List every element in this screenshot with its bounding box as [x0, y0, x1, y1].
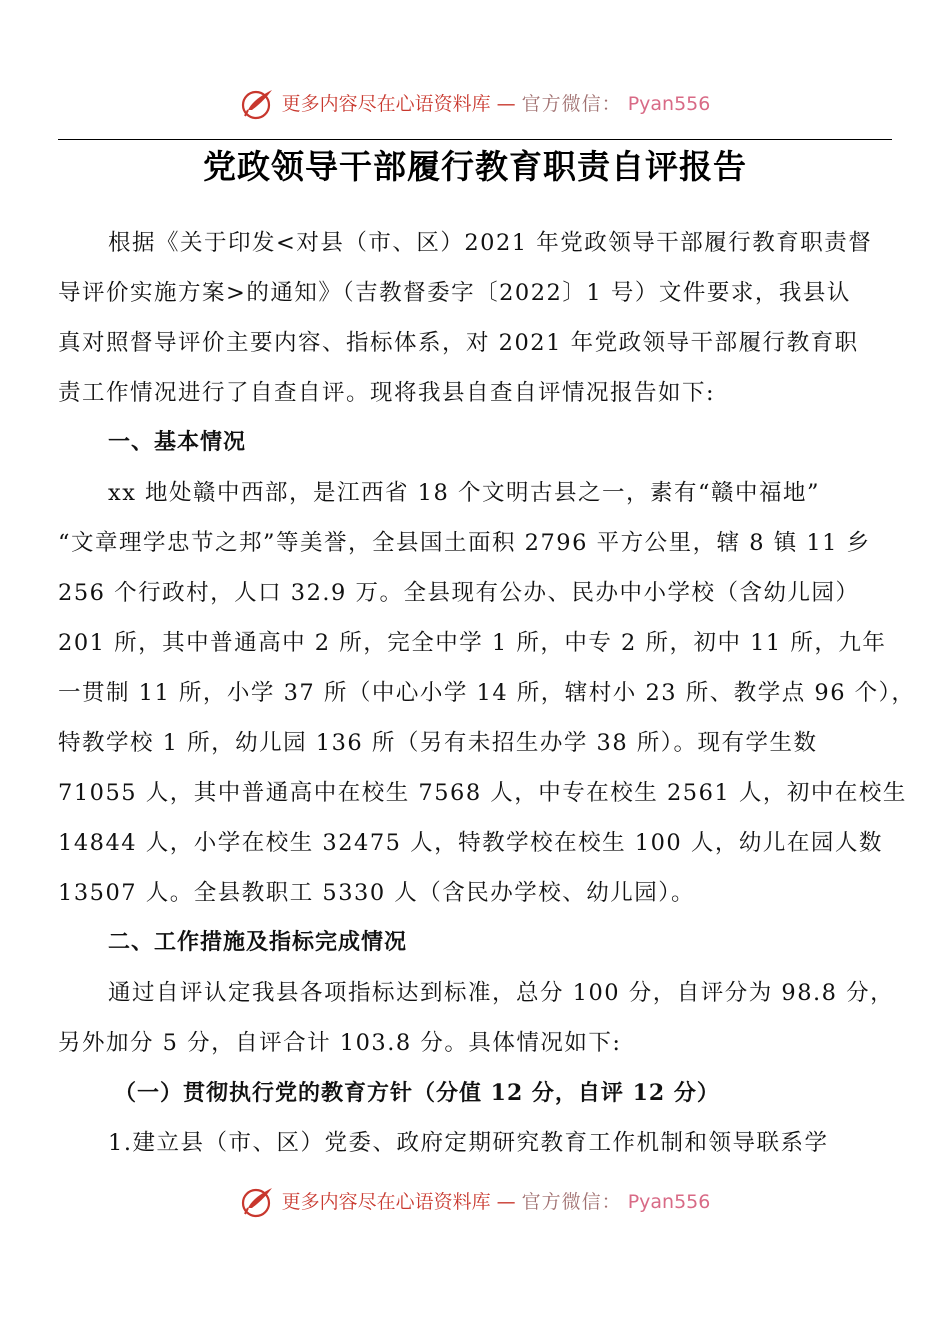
watermark-dash: —: [496, 1191, 516, 1213]
section-heading-measures: 二、工作措施及指标完成情况: [108, 930, 408, 955]
section1-line: 256 个行政村，人口 32.9 万。全县现有公办、民办中小学校（含幼儿园）: [58, 580, 860, 606]
header-watermark: [0, 86, 950, 122]
watermark-label: 官方微信：: [521, 1191, 622, 1213]
quill-logo-icon: [240, 1184, 276, 1220]
watermark-wechat-id: Pyan556: [627, 1191, 711, 1213]
intro-line: 根据《关于印发<对县（市、区）2021 年党政领导干部履行教育职责督: [108, 230, 873, 256]
intro-line: 真对照督导评价主要内容、指标体系，对 2021 年党政领导干部履行教育职: [58, 330, 859, 356]
subsection-heading-policy: （一）贯彻执行党的教育方针（分值 12 分，自评 12 分）: [114, 1080, 720, 1106]
section1-line: 201 所，其中普通高中 2 所，完全中学 1 所，中专 2 所，初中 11 所，九年: [58, 630, 887, 656]
footer-watermark: [0, 1184, 950, 1220]
quill-logo-icon: [240, 86, 276, 122]
section1-line: 71055 人，其中普通高中在校生 7568 人，中专在校生 2561 人，初中在校生: [58, 780, 907, 806]
section1-line: 特教学校 1 所，幼儿园 136 所（另有未招生办学 38 所）。现有学生数: [58, 730, 818, 756]
section2-line: 通过自评认定我县各项指标达到标准，总分 100 分，自评分为 98.8 分，: [108, 980, 895, 1006]
section1-line: “文章理学忠节之邦”等美誉，全县国土面积 2796 平方公里，辖 8 镇 11 乡: [58, 530, 871, 556]
page-title: 党政领导干部履行教育职责自评报告: [203, 147, 747, 186]
section1-line: 14844 人，小学在校生 32475 人，特教学校在校生 100 人，幼儿在园人数: [58, 830, 883, 856]
item-line: 1.建立县（市、区）党委、政府定期研究教育工作机制和领导联系学: [108, 1130, 829, 1156]
section-heading-basic: 一、基本情况: [108, 430, 247, 455]
section1-line: 13507 人。全县教职工 5330 人（含民办学校、幼儿园）。: [58, 880, 696, 906]
watermark-brand: 更多内容尽在心语资料库: [281, 93, 491, 115]
watermark-label: 官方微信：: [521, 93, 622, 115]
watermark-wechat-id: Pyan556: [627, 93, 711, 115]
header-divider: [58, 139, 892, 140]
section1-line: xx 地处赣中西部，是江西省 18 个文明古县之一，素有“赣中福地”: [108, 480, 820, 506]
section2-line: 另外加分 5 分，自评合计 103.8 分。具体情况如下:: [58, 1030, 622, 1056]
intro-line: 导评价实施方案>的通知》（吉教督委字〔2022〕1 号）文件要求，我县认: [58, 280, 851, 306]
watermark-dash: —: [496, 93, 516, 115]
intro-line: 责工作情况进行了自查自评。现将我县自查自评情况报告如下:: [58, 380, 716, 406]
watermark-brand: 更多内容尽在心语资料库: [281, 1191, 491, 1213]
section1-line: 一贯制 11 所，小学 37 所（中心小学 14 所，辖村小 23 所、教学点 96 个），: [58, 680, 916, 706]
document-body: [58, 218, 916, 1168]
